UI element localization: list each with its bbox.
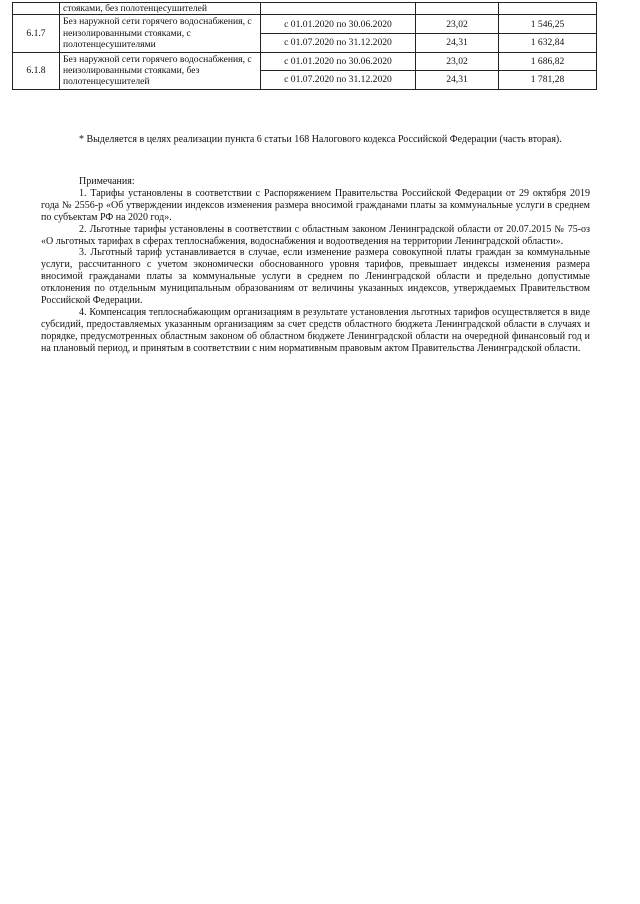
note-item: 2. Льготные тарифы установлены в соответствии с областным законом Ленинградской области от 20.07.2015 № 75-оз «О льготных тарифах в сферах теплоснабжения, водоснабжения и водоотведения на территории Ленинградской области». [41,223,590,247]
period-cell: с 01.01.2020 по 30.06.2020 [261,52,416,71]
row-number-cell: 6.1.7 [13,15,60,52]
row-number-cell [13,3,60,15]
footnote-text: * Выделяется в целях реализации пункта 6 статьи 168 Налогового кодекса Российской Федерации (часть вторая). [79,134,562,145]
value1-cell: 23,02 [416,15,499,34]
table-row [13,15,597,34]
row-description-cell: Без наружной сети горячего водоснабжения, с неизолированными стояками, с полотенцесушителями [60,15,261,52]
value1-cell: 24,31 [416,34,499,53]
value2-cell: 1 546,25 [499,15,597,34]
period-cell [261,3,416,15]
value2-cell: 1 632,84 [499,34,597,53]
note-item: 4. Компенсация теплоснабжающим организациям в результате установления льготных тарифов осуществляется в виде субсидий, предоставляемых указанным организациям за счет средств областного бюджета Ленинградской области в случаях и порядке, предусмотренных областным законом об областном бюджете Ленинградской области на очередной финансовый год и на плановый период, и принятым в соответствии с ним нормативным правовым актом Правительства Ленинградской области. [41,306,590,354]
row-description-cell: стояками, без полотенцесушителей [60,3,261,15]
value1-cell: 23,02 [416,52,499,71]
table-row [13,52,597,71]
period-cell: с 01.07.2020 по 31.12.2020 [261,34,416,53]
notes-section [41,176,590,355]
value2-cell: 1 781,28 [499,71,597,90]
period-cell: с 01.07.2020 по 31.12.2020 [261,71,416,90]
row-description-cell: Без наружной сети горячего водоснабжения, с неизолированными стояками, без полотенцесушителей [60,52,261,89]
value1-cell [416,3,499,15]
value2-cell [499,3,597,15]
note-item: 1. Тарифы установлены в соответствии с Распоряжением Правительства Российской Федерации от 29 октября 2019 года № 2556-р «Об утверждении индексов изменения размера вносимой гражданами платы за коммунальные услуги в среднем по субъектам РФ на 2020 год». [41,187,590,223]
note-item: 3. Льготный тариф устанавливается в случае, если изменение размера совокупной платы граждан за коммунальные услуги, рассчитанного с учетом экономически обоснованного уровня тарифов, превышает индексы изменения размера вносимой гражданами платы за коммунальные услуги в среднем по Ленинградской области и предельно допустимые отклонения по отдельным муниципальным образованиям от величины указанных индексов, утверждаемых Правительством Российской Федерации. [41,247,590,307]
footnote [41,134,590,146]
value2-cell: 1 686,82 [499,52,597,71]
period-cell: с 01.01.2020 по 30.06.2020 [261,15,416,34]
tariff-table [12,2,597,90]
table-row [13,3,597,15]
notes-title: Примечания: [79,176,135,187]
row-number-cell: 6.1.8 [13,52,60,89]
value1-cell: 24,31 [416,71,499,90]
